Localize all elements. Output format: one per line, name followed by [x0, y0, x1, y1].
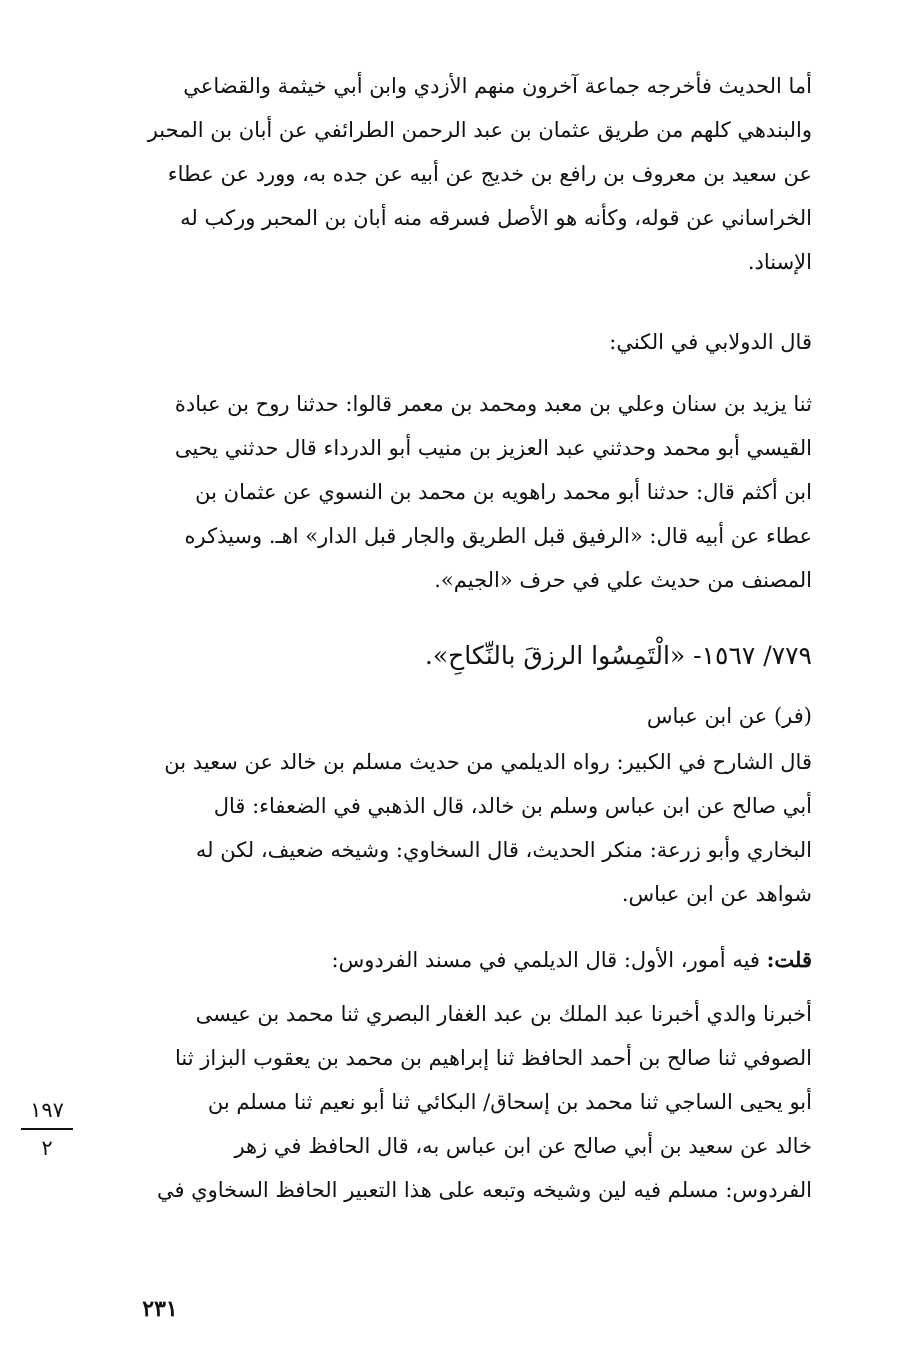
text-line: خالد عن سعيد بن أبي صالح عن ابن عباس به، قال الحافظ في زهر	[234, 1134, 812, 1158]
text-line: شواهد عن ابن عباس.	[621, 882, 812, 906]
text-line: الفردوس: مسلم فيه لين وشيخه وتبعه على هذا التعبير الحافظ السخاوي في	[156, 1178, 812, 1202]
paragraph-5	[90, 938, 812, 982]
lead-rest: فيه أمور، الأول: قال الديلمي في مسند الفردوس:	[331, 948, 767, 972]
lead-word: قلت:	[766, 947, 812, 972]
text-line: أبو يحيى الساجي ثنا محمد بن إسحاق/ البكائي ثنا أبو نعيم ثنا مسلم بن	[207, 1090, 812, 1114]
text-line: الخراساني عن قوله، وكأنه هو الأصل فسرقه منه أبان بن المحبر وركب له	[180, 206, 812, 230]
text-line: الصوفي ثنا صالح بن أحمد الحافظ ثنا إبراهيم بن محمد بن يعقوب البزاز ثنا	[175, 1046, 812, 1070]
source-line	[90, 694, 812, 738]
text-line: أخبرنا والدي أخبرنا عبد الملك بن عبد الغفار البصري ثنا محمد بن عيسى	[195, 1002, 812, 1026]
text-line	[90, 938, 812, 982]
hadith-heading: ٧٧٩/ ١٥٦٧- «الْتَمِسُوا الرزقَ بالنِّكاحِ».	[424, 641, 812, 670]
folio-number: ١٩٧	[30, 1098, 64, 1122]
text-line: (فر) عن ابن عباس	[646, 704, 812, 728]
paragraph-4	[90, 740, 812, 916]
page-number: ٢٣١	[142, 1296, 178, 1322]
text-line: ثنا يزيد بن سنان وعلي بن معبد ومحمد بن معمر قالوا: حدثنا روح بن عبادة	[174, 392, 812, 416]
text-line: قال الشارح في الكبير: رواه الديلمي من حديث مسلم بن خالد عن سعيد بن	[164, 750, 812, 774]
folio-divider	[21, 1128, 73, 1130]
paragraph-2	[90, 320, 812, 364]
text-line: عطاء عن أبيه قال: «الرفيق قبل الطريق والجار قبل الدار» اهـ. وسيذكره	[184, 524, 812, 548]
manuscript-folio-note	[12, 1096, 82, 1162]
text-line: المصنف من حديث علي في حرف «الجيم».	[434, 568, 812, 592]
folio-side: ٢	[41, 1136, 53, 1160]
text-line: القيسي أبو محمد وحدثني عبد العزيز بن منيب أبو الدرداء قال حدثني يحيى	[174, 436, 812, 460]
text-line: عن سعيد بن معروف بن رافع بن خديج عن أبيه عن جده به، وورد عن عطاء	[167, 162, 812, 186]
paragraph-1	[90, 64, 812, 284]
text-line: قال الدولابي في الكني:	[609, 330, 812, 354]
paragraph-3	[90, 382, 812, 602]
text-line: البخاري وأبو زرعة: منكر الحديث، قال السخاوي: وشيخه ضعيف، لكن له	[195, 838, 812, 862]
text-line: والبندهي كلهم من طريق عثمان بن عبد الرحمن الطرائفي عن أبان بن المحبر	[147, 118, 812, 142]
paragraph-6	[90, 992, 812, 1212]
text-line: الإسناد.	[747, 250, 812, 274]
text-line: أما الحديث فأخرجه جماعة آخرون منهم الأزدي وابن أبي خيثمة والقضاعي	[183, 74, 812, 98]
text-line: ابن أكثم قال: حدثنا أبو محمد راهويه بن محمد بن النسوي عن عثمان بن	[195, 480, 812, 504]
text-line: أبي صالح عن ابن عباس وسلم بن خالد، قال الذهبي في الضعفاء: قال	[213, 794, 812, 818]
